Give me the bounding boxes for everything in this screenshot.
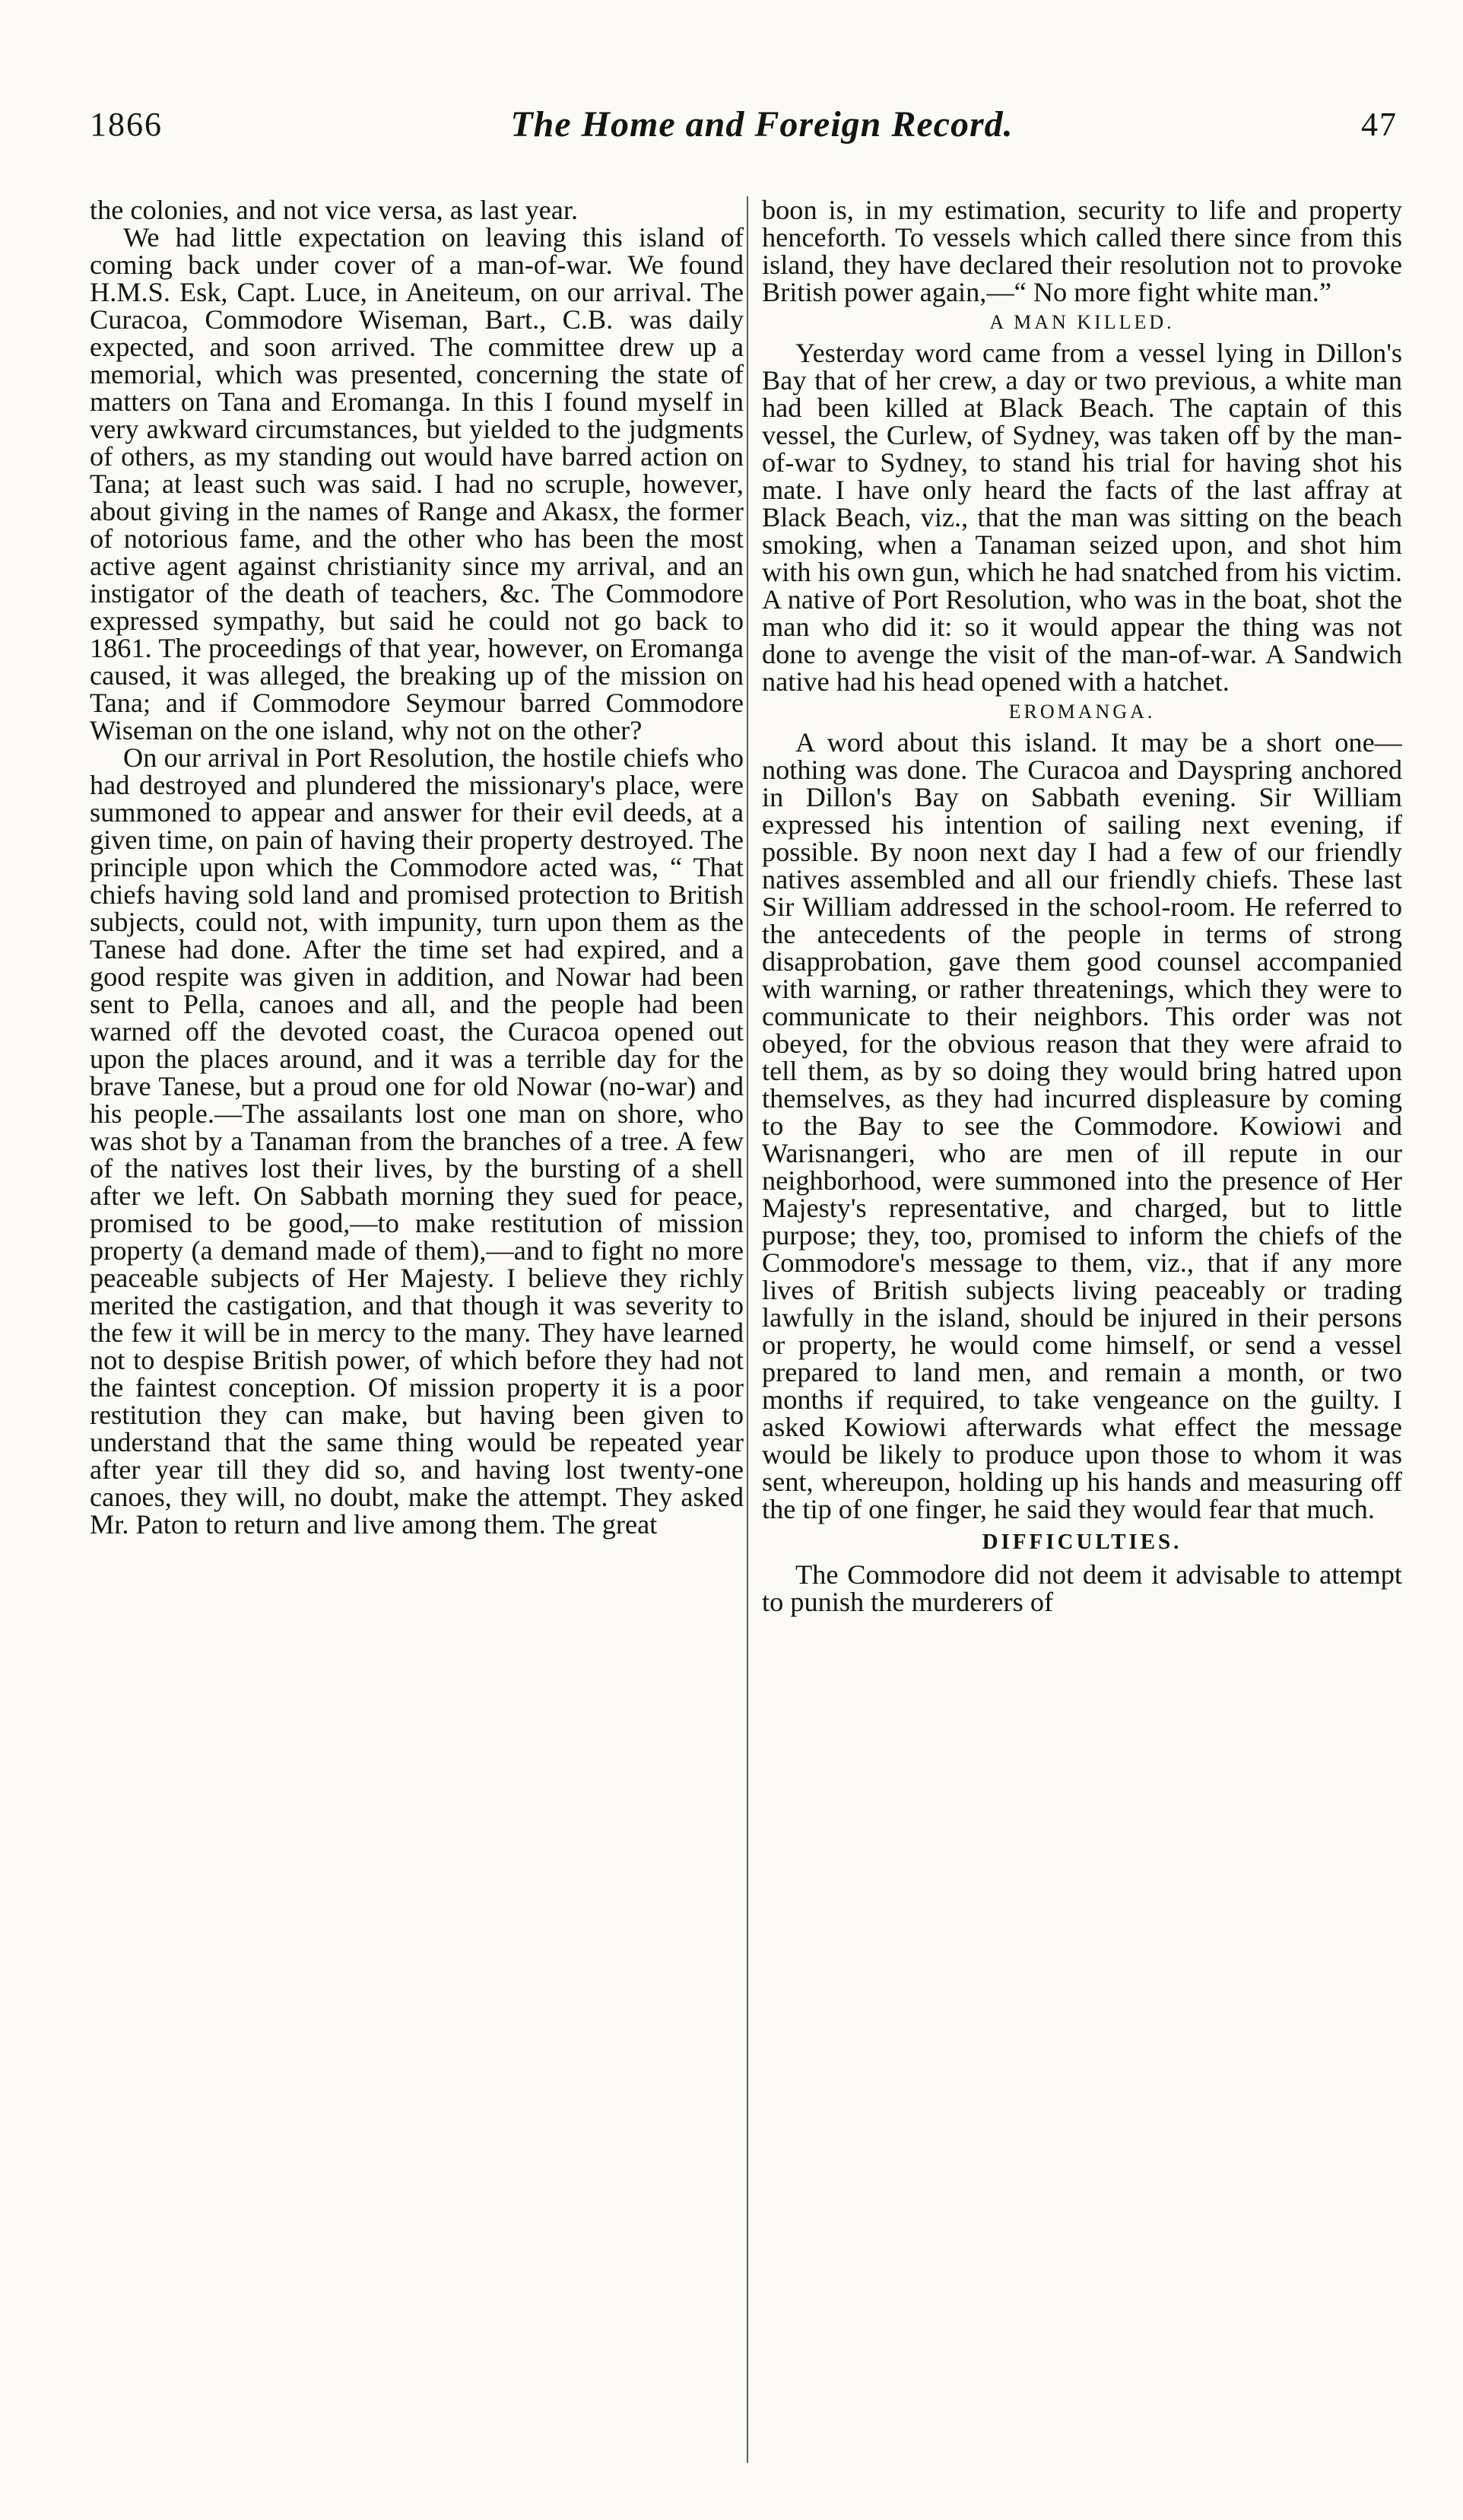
- paragraph: boon is, in my estimation, security to life and property henceforth. To vessels which called there since from this island, they have declared their resolution not to provoke British power again,—“ No more fight white man.”: [762, 196, 1402, 307]
- left-column: [90, 196, 744, 2471]
- paragraph: We had little expectation on leaving this island of coming back under cover of a man-of-war. We found H.M.S. Esk, Capt. Luce, in Aneiteum, on our arrival. The Curacoa, Commodore Wiseman, Bart., C.B. was daily expected, and soon arrived. The committee drew up a memorial, which was presented, concerning the state of matters on Tana and Eromanga. In this I found myself in very awkward circumstances, but yielded to the judgments of others, as my standing out would have barred action on Tana; at least such was said. I had no scruple, however, about giving in the names of Range and Akasx, the former of notorious fame, and the other who has been the most active agent against christianity since my arrival, and an instigator of the death of teachers, &c. The Commodore expressed sympathy, but said he could not go back to 1861. The proceedings of that year, however, on Eromanga caused, it was alleged, the breaking up of the mission on Tana; and if Commodore Seymour barred Commodore Wiseman on the one island, why not on the other?: [90, 222, 744, 745]
- header-year: 1866: [90, 105, 163, 143]
- paragraph: A word about this island. It may be a short one—nothing was done. The Curacoa and Dayspring anchored in Dillon's Bay on Sabbath evening. Sir William expressed his intention of sailing next evening, if possible. By noon next day I had a few of our friendly natives assembled and all our friendly chiefs. These last Sir William addressed in the school-room. He referred to the antecedents of the people in terms of strong disapprobation, gave them good counsel accompanied with warning, or rather threatenings, which they were to communicate to their neighbors. This order was not obeyed, for the obvious reason that they were afraid to tell them, as by so doing they would bring hatred upon themselves, as they had incurred displeasure by coming to the Bay to see the Commodore. Kowiowi and Warisnangeri, who are men of ill repute in our neighborhood, were summoned into the presence of Her Majesty's representative, and charged, but to little purpose; they, too, promised to inform the chiefs of the Commodore's message to them, viz., that if any more lives of British subjects living peaceably or trading lawfully in the island, should be injured in their persons or property, he would come himself, or send a vessel prepared to land men, and remain a month, or two months if required, to take vengeance on the guilty. I asked Kowiowi afterwards what effect the message would be likely to produce upon those to whom it was sent, whereupon, holding up his hands and measuring off the tip of one finger, he said they would fear that much.: [762, 727, 1402, 1524]
- page-number: 47: [1360, 105, 1398, 143]
- section-heading-difficulties: DIFFICULTIES.: [982, 1530, 1182, 1554]
- section-heading-man-killed: A MAN KILLED.: [989, 311, 1175, 333]
- right-column: [762, 196, 1402, 2471]
- paragraph: The Commodore did not deem it advisable to attempt to punish the murderers of: [762, 1559, 1402, 1617]
- section-heading-eromanga: EROMANGA.: [1008, 701, 1156, 723]
- paragraph: the colonies, and not vice versa, as last year.: [90, 196, 579, 225]
- journal-title: The Home and Foreign Record.: [510, 103, 1014, 145]
- paragraph: On our arrival in Port Resolution, the hostile chiefs who had destroyed and plundered the missionary's place, were summoned to appear and answer for their evil deeds, at a given time, on pain of having their property destroyed. The principle upon which the Commodore acted was, “ That chiefs having sold land and promised protection to British subjects, could not, with impunity, turn upon them as the Tanese had done. After the time set had expired, and a good respite was given in addition, and Nowar had been sent to Pella, canoes and all, and the people had been warned off the devoted coast, the Curacoa opened out upon the places around, and it was a terrible day for the brave Tanese, but a proud one for old Nowar (no-war) and his people.—The assailants lost one man on shore, who was shot by a Tanaman from the branches of a tree. A few of the natives lost their lives, by the bursting of a shell after we left. On Sabbath morning they sued for peace, promised to be good,—to make restitution of mission property (a demand made of them),—and to fight no more peaceable subjects of Her Majesty. I believe they richly merited the castigation, and that though it was severity to the few it will be in mercy to the many. They have learned not to despise British power, of which before they had not the faintest conception. Of mission property it is a poor restitution they can make, but having been given to understand that the same thing would be repeated year after year till they did so, and having lost twenty-one canoes, they will, no doubt, make the attempt. They asked Mr. Paton to return and live among them. The great: [90, 742, 744, 1540]
- running-header: [90, 97, 1398, 151]
- column-divider: [747, 196, 748, 2463]
- paragraph: Yesterday word came from a vessel lying in Dillon's Bay that of her crew, a day or two previous, a white man had been killed at Black Beach. The captain of this vessel, the Curlew, of Sydney, was taken off by the man-of-war to Sydney, to stand his trial for having shot his mate. I have only heard the facts of the last affray at Black Beach, viz., that the man was sitting on the beach smoking, when a Tanaman seized upon, and shot him with his own gun, which he had snatched from his victim. A native of Port Resolution, who was in the boat, shot the man who did it: so it would appear the thing was not done to avenge the visit of the man-of-war. A Sandwich native had his head opened with a hatchet.: [762, 338, 1402, 697]
